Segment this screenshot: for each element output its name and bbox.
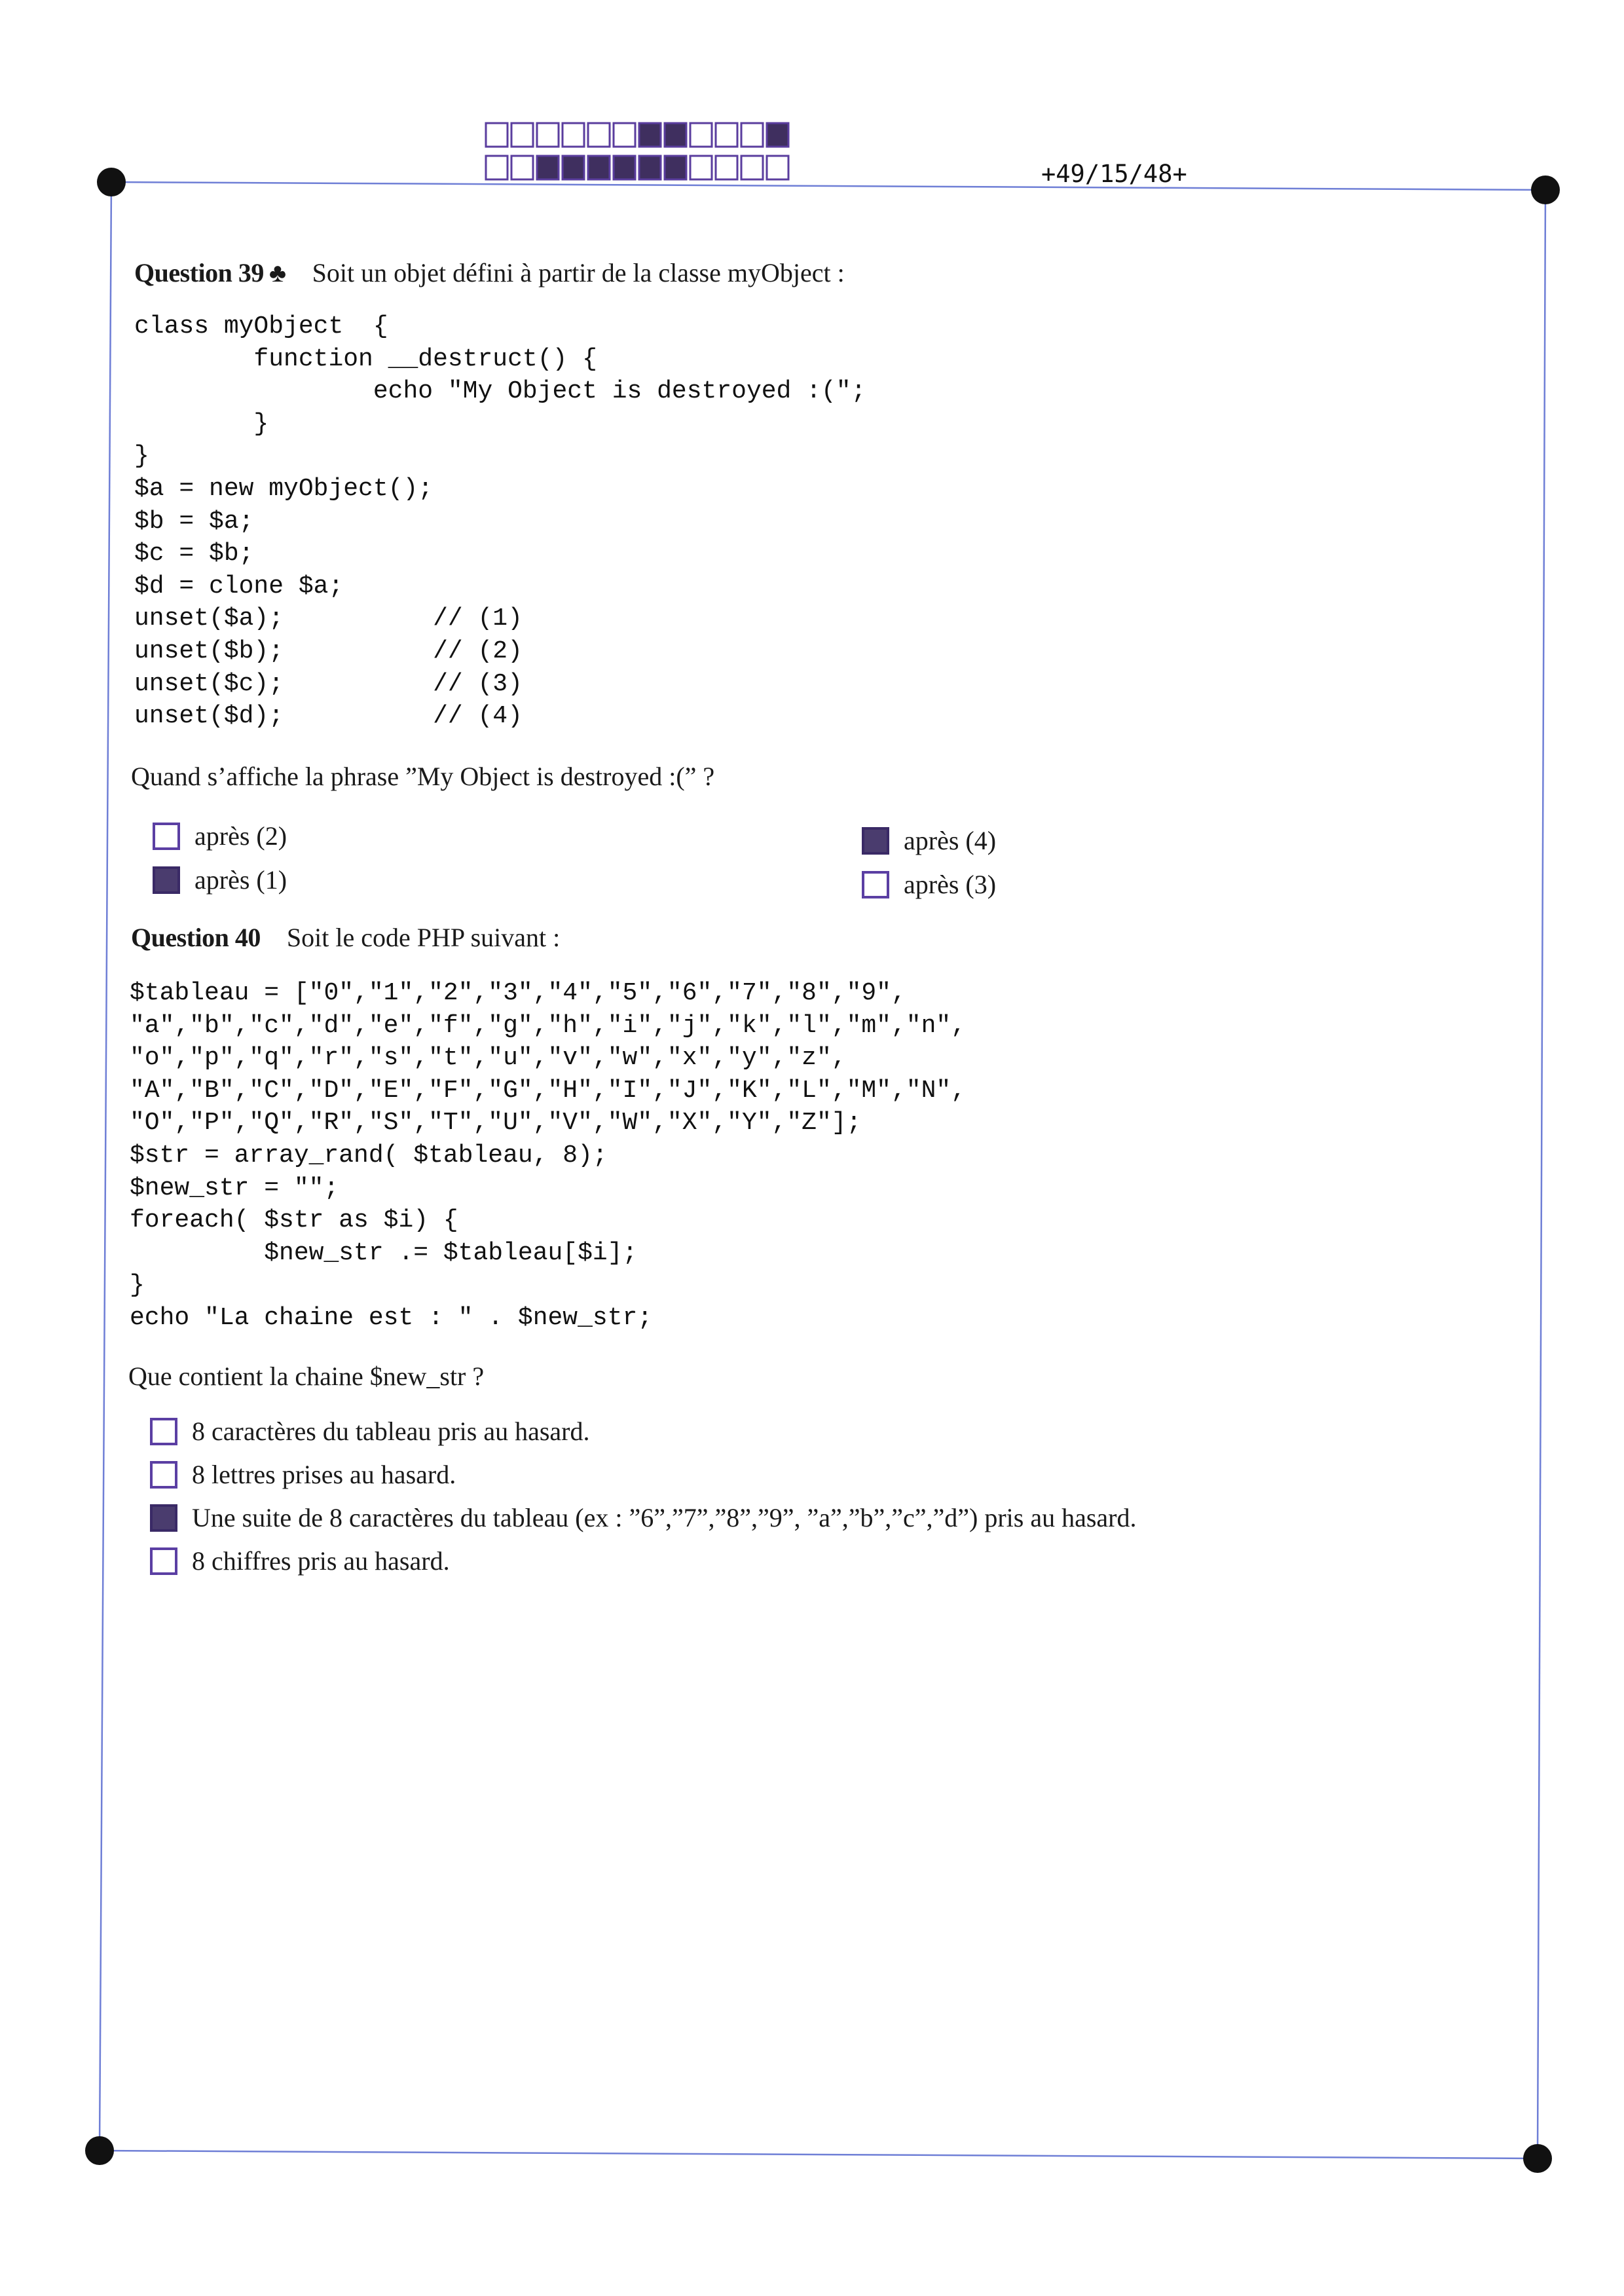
q39-option-apres-3[interactable]: après (3) <box>862 869 996 900</box>
q39-option-apres-2[interactable]: après (2) <box>153 821 287 851</box>
checkbox-checked[interactable] <box>153 866 180 894</box>
frame-top-line <box>111 182 1545 190</box>
corner-dot-bottom-left <box>85 2136 114 2165</box>
frame-bottom-line <box>100 2151 1538 2158</box>
question-40-intro: Soit le code PHP suivant : <box>286 923 561 952</box>
corner-dot-top-left <box>97 168 126 196</box>
page-id: +49/15/48+ <box>1041 160 1187 188</box>
question-40-code: $tableau = ["0","1","2","3","4","5","6","7","8","9", "a","b","c","d","e","f","g","h","i","j","k","l","m","n", "o","p","q","r","s","t","u","v","w","x","y","z", "A","B","C","D","E","F","G","H","I","J","K","L","M","N", "O","P","Q","R","S","T","U","V","W","X","Y","Z"]; $str = array_rand( $tableau, 8); $new_str = ""; foreach( $str as $i) { $new_str .= $tableau[$i]; } echo "La chaine est : " . $new_str; <box>130 979 967 1332</box>
question-40-label: Question 40 <box>131 923 261 952</box>
question-39-intro: Soit un objet défini à partir de la classe myObject : <box>312 258 845 287</box>
checkbox-checked[interactable] <box>862 827 889 855</box>
corner-dot-bottom-right <box>1523 2144 1552 2173</box>
question-39-prompt: Quand s’affiche la phrase ”My Object is destroyed :(” ? <box>131 762 715 791</box>
club-icon: ♣ <box>268 258 286 287</box>
checkbox[interactable] <box>150 1461 177 1489</box>
q40-option-8-caracteres[interactable]: 8 caractères du tableau pris au hasard. <box>150 1416 589 1447</box>
barcode-row-1 <box>485 122 796 148</box>
frame-left-line <box>100 182 111 2151</box>
q40-option-suite-8-caracteres[interactable]: Une suite de 8 caractères du tableau (ex : ”6”,”7”,”8”,”9”, ”a”,”b”,”c”,”d”) pris au hasard. <box>150 1502 1137 1533</box>
q40-option-8-chiffres[interactable]: 8 chiffres pris au hasard. <box>150 1546 450 1576</box>
checkbox[interactable] <box>153 823 180 850</box>
barcode-row-2 <box>485 155 796 181</box>
checkbox[interactable] <box>862 871 889 898</box>
q40-option-8-lettres[interactable]: 8 lettres prises au hasard. <box>150 1459 456 1490</box>
question-39-label: Question 39 ♣ <box>134 258 286 287</box>
question-39-header <box>134 257 845 288</box>
checkbox[interactable] <box>150 1418 177 1445</box>
frame-right-line <box>1538 190 1545 2158</box>
question-40-header <box>131 922 560 953</box>
corner-dot-top-right <box>1531 176 1560 204</box>
question-40-prompt: Que contient la chaine $new_str ? <box>128 1361 485 1391</box>
q39-option-apres-1[interactable]: après (1) <box>153 864 287 895</box>
q39-option-apres-4[interactable]: après (4) <box>862 825 996 856</box>
checkbox-checked[interactable] <box>150 1504 177 1532</box>
question-39-code: class myObject { function __destruct() { echo "My Object is destroyed :("; } } $a = new myObject(); $b = $a; $c = $b; $d = clone $a; unset($a); // (1) unset($b); // (2) unset($c); // (3) unset($d); // (4) <box>134 312 866 731</box>
checkbox[interactable] <box>150 1547 177 1575</box>
